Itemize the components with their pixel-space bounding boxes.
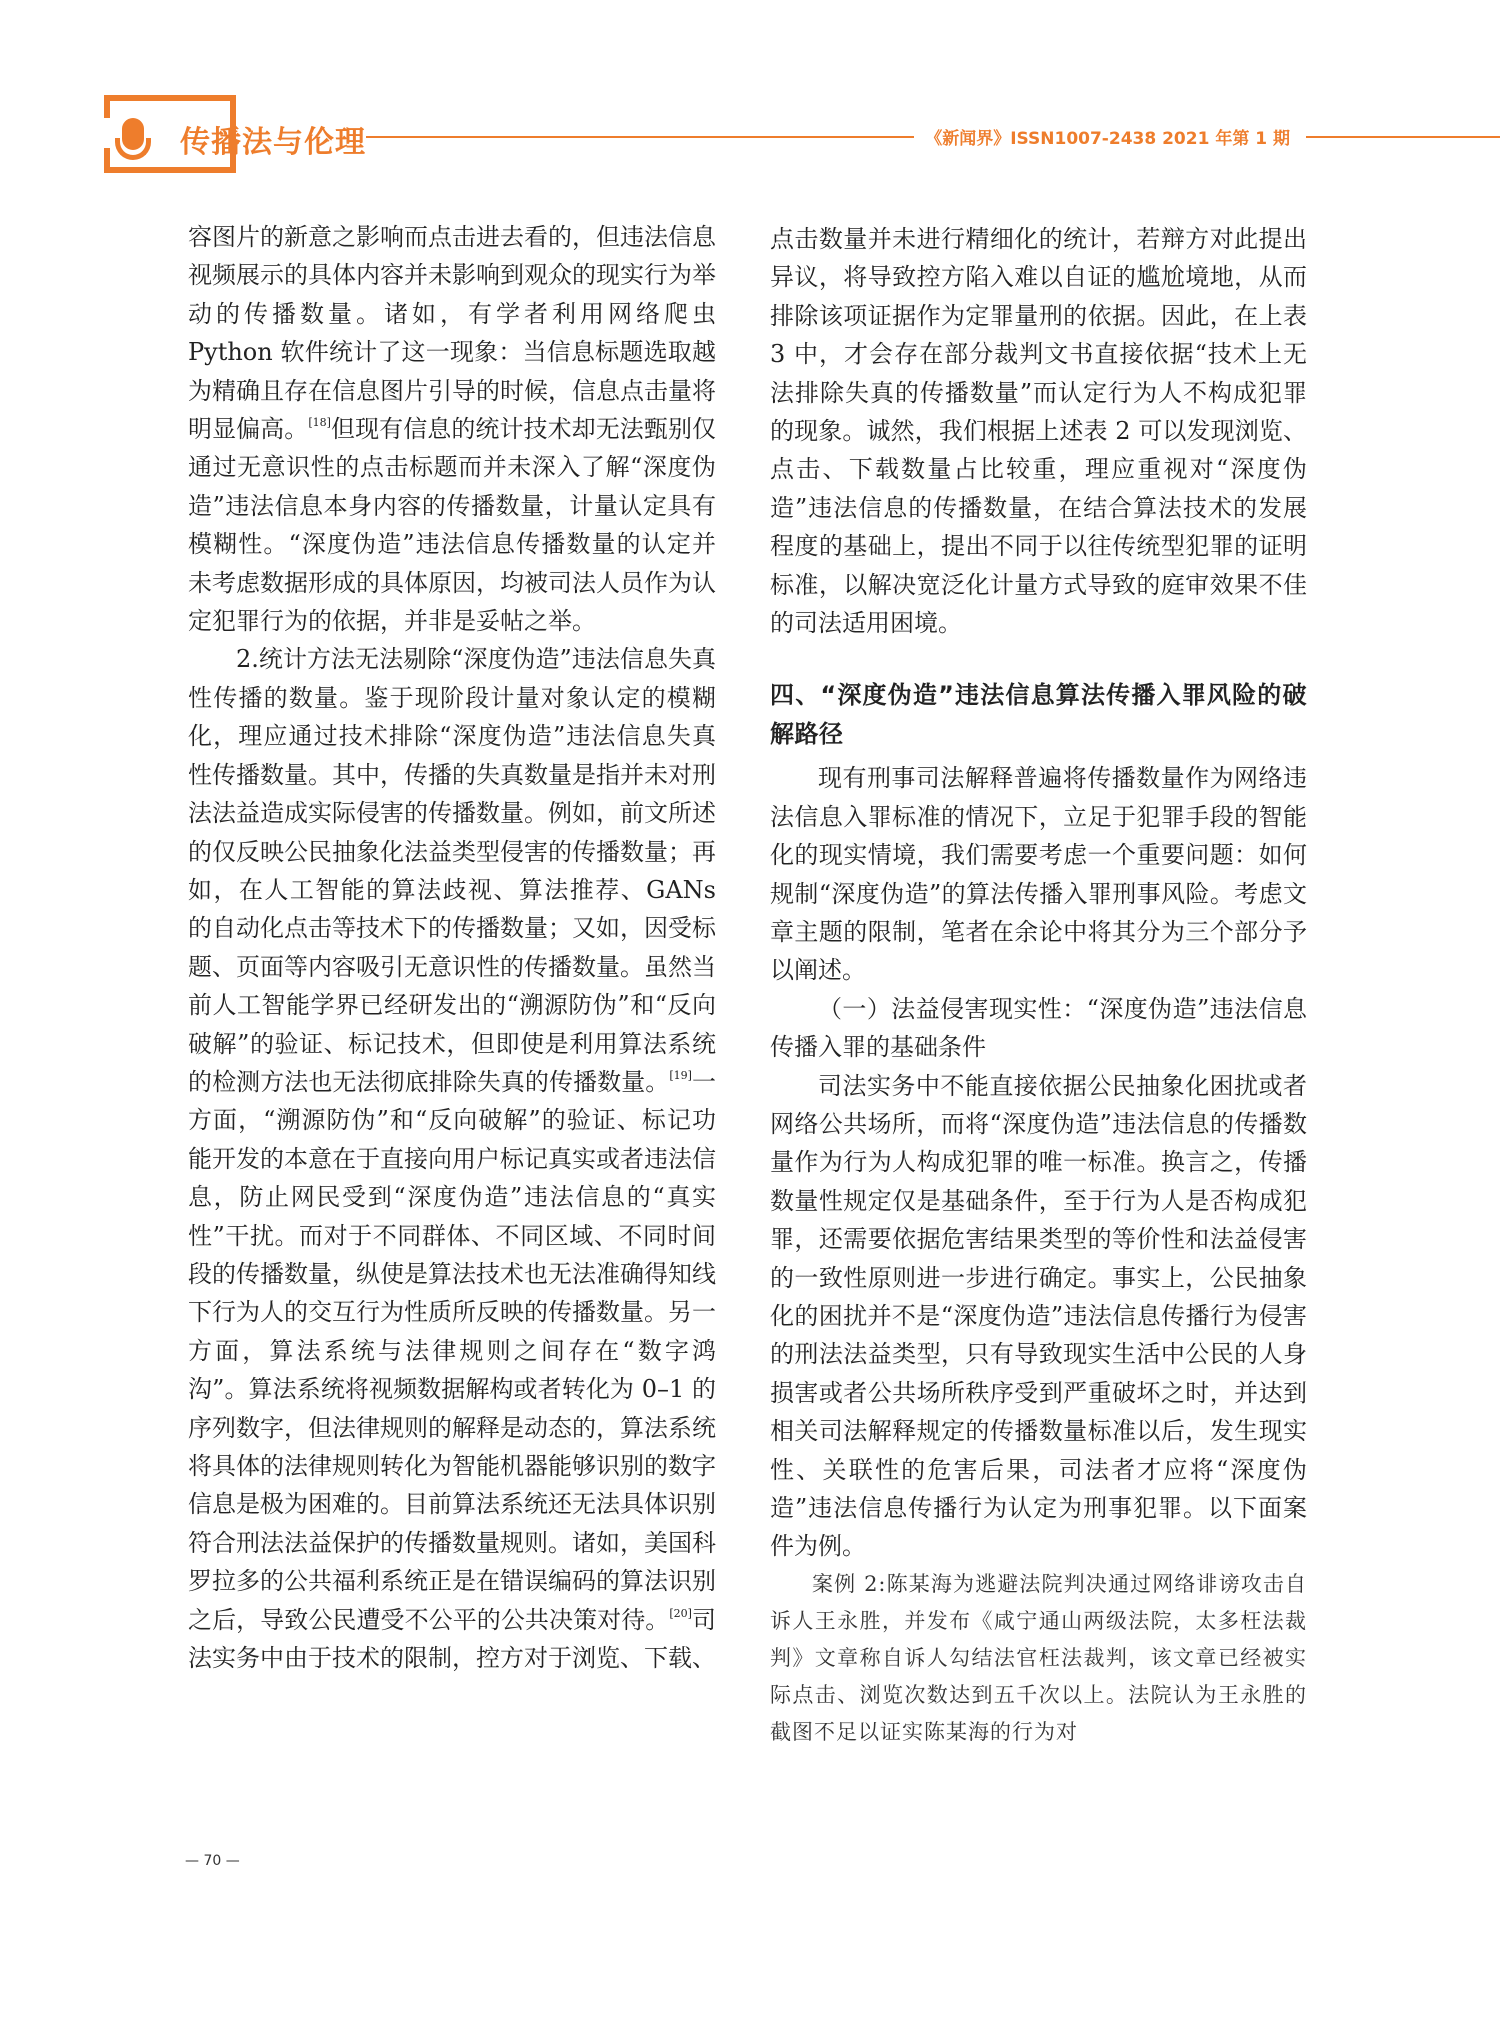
text-span: 一方面，“溯源防伪”和“反向破解”的验证、标记功能开发的本意在于直接向用户标记真实或者违法信息，防止网民受到“深度伪造”违法信息的“真实性”干扰。而对于不同群体、不同区域、不同时间段的传播数量，纵使是算法技术也无法准确得知线下行为人的交互行为性质所反映的传播数量。另一方面，算法系统与法律规则之间存在“数字鸿沟”。算法系统将视频数据解构或者转化为 0–1 的序列数字，但法律规则的解释是动态的，算法系统将具体的法律规则转化为智能机器能够识别的数字信息是极为困难的。目前算法系统还无法具体识别符合刑法法益保护的传播数量规则。诸如，美国科罗拉多的公共福利系统正是在错误编码的算法识别之后，导致公民遭受不公平的公共决策对待。 xyxy=(188,1067,717,1634)
subsection-heading: （一）法益侵害现实性：“深度伪造”违法信息传播入罪的基础条件 xyxy=(770,994,1307,1062)
text-span: 但现有信息的统计技术却无法甄别仅通过无意识性的点击标题而并未深入了解“深度伪造”违法信息本身内容的传播数量，计量认定具有模糊性。“深度伪造”违法信息传播数量的认定并未考虑数据形成的具体原因，均被司法人员作为认定犯罪行为的依据，并非是妥帖之举。 xyxy=(188,415,717,636)
left-column xyxy=(188,218,716,1677)
text-span: 2.统计方法无法剔除“深度伪造”违法信息失真性传播的数量。鉴于现阶段计量对象认定的模糊化，理应通过技术排除“深度伪造”违法信息失真性传播数量。其中，传播的失真数量是指并未对刑法法益造成实际侵害的传播数量。例如，前文所述的仅反映公民抽象化法益类型侵害的传播数量；再如，在人工智能的算法歧视、算法推荐、GANs 的自动化点击等技术下的传播数量；又如，因受标题、页面等内容吸引无意识性的传播数量。虽然当前人工智能学界已经研发出的“溯源防伪”和“反向破解”的验证、标记技术，但即使是利用算法系统的检测方法也无法彻底排除失真的传播数量。 xyxy=(188,645,716,1096)
header-rule-left xyxy=(366,136,914,138)
citation-19: [19] xyxy=(669,1068,692,1082)
left-paragraph-1 xyxy=(188,218,716,640)
section-heading: 四、“深度伪造”违法信息算法传播入罪风险的破解路径 xyxy=(770,681,1307,748)
left-paragraph-2 xyxy=(188,640,716,1677)
right-paragraph-2: 现有刑事司法解释普遍将传播数量作为网络违法信息入罪标准的情况下，立足于犯罪手段的智能化的现实情境，我们需要考虑一个重要问题：如何规制“深度伪造”的算法传播入罪刑事风险。考虑文章主题的限制，笔者在余论中将其分为三个部分予以阐述。 xyxy=(770,764,1307,985)
text-span: 容图片的新意之影响而点击进去看的，但违法信息视频展示的具体内容并未影响到观众的现实行为举动的传播数量。诸如，有学者利用网络爬虫 Python 软件统计了这一现象：当信息标题选取越为精确且存在信息图片引导的时候，信息点击量将明显偏高。 xyxy=(188,223,716,444)
journal-info: 《新闻界》ISSN1007-2438 2021 年第 1 期 xyxy=(925,129,1290,149)
right-paragraph-1: 点击数量并未进行精细化的统计，若辩方对此提出异议，将导致控方陷入难以自证的尴尬境地，从而排除该项证据作为定罪量刑的依据。因此，在上表 3 中，才会存在部分裁判文书直接依据“技术上无法排除失真的传播数量”而认定行为人不构成犯罪的现象。诚然，我们根据上述表 2 可以发现浏览、点击、下载数量占比较重，理应重视对“深度伪造”违法信息的传播数量，在结合算法技术的发展程度的基础上，提出不同于以往传统型犯罪的证明标准，以解决宽泛化计量方式导致的庭审效果不佳的司法适用困境。 xyxy=(770,225,1307,638)
page-number: — 70 — xyxy=(185,1853,240,1869)
citation-18: [18] xyxy=(308,416,331,430)
right-paragraph-3: 司法实务中不能直接依据公民抽象化困扰或者网络公共场所，而将“深度伪造”违法信息的传播数量作为行为人构成犯罪的唯一标准。换言之，传播数量性规定仅是基础条件，至于行为人是否构成犯罪，还需要依据危害结果类型的等价性和法益侵害的一致性原则进一步进行确定。事实上，公民抽象化的困扰并不是“深度伪造”违法信息传播行为侵害的刑法法益类型，只有导致现实生活中公民的人身损害或者公共场所秩序受到严重破坏之时，并达到相关司法解释规定的传播数量标准以后，发生现实性、关联性的危害后果，司法者才应将“深度伪造”违法信息传播行为认定为刑事犯罪。以下面案件为例。 xyxy=(770,1071,1307,1561)
header-rule-right xyxy=(1306,136,1500,138)
text-span: 司法实务中由于技术的限制，控方对于浏览、下载、 xyxy=(188,1605,717,1673)
section-title: 传播法与伦理 xyxy=(180,125,366,160)
case-example: 案例 2:陈某海为逃避法院判决通过网络诽谤攻击自诉人王永胜，并发布《咸宁通山两级法院，太多枉法裁判》文章称自诉人勾结法官枉法裁判，该文章已经被实际点击、浏览次数达到五千次以上。法院认为王永胜的截图不足以证实陈某海的行为对 xyxy=(770,1571,1307,1744)
right-column xyxy=(770,220,1307,1751)
citation-20: [20] xyxy=(669,1606,692,1620)
